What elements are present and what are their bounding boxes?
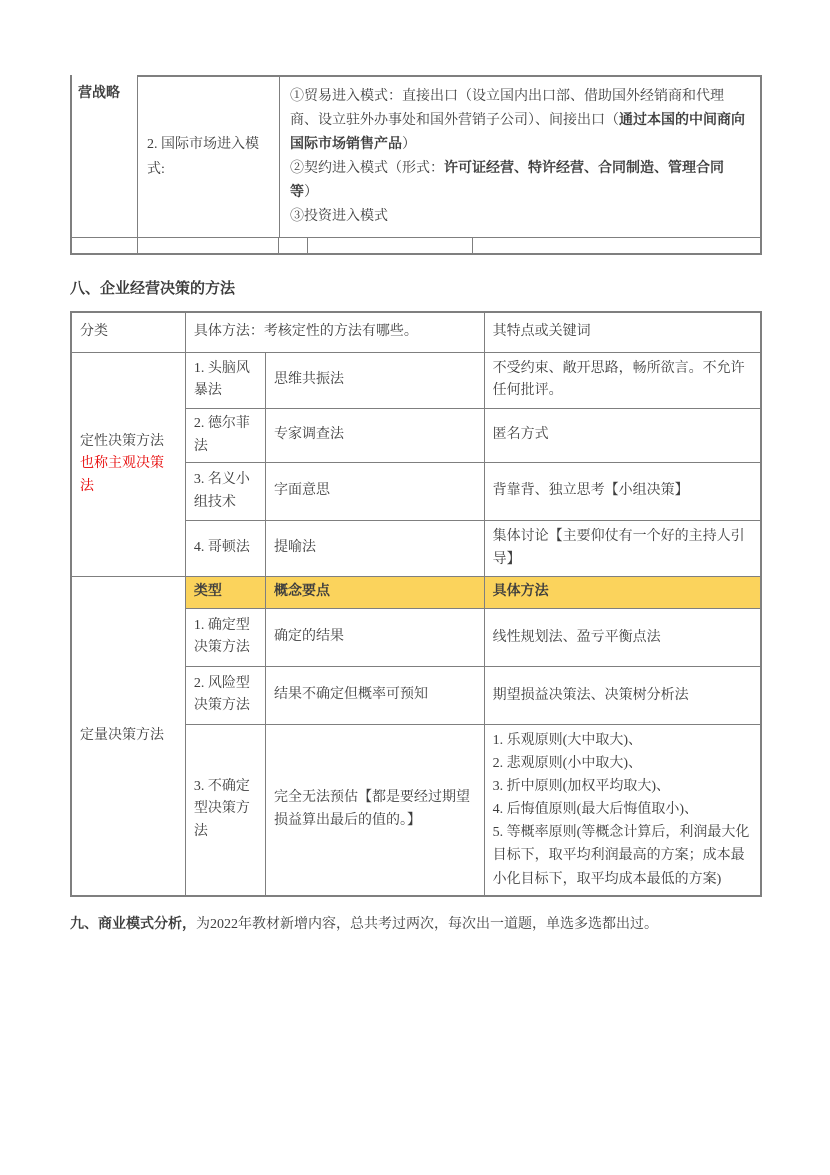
strategy-label: 营战略 — [78, 86, 120, 101]
method-name: 3. 名义小组技术 — [185, 463, 265, 521]
method-list: 期望损益决策法、决策树分析法 — [484, 666, 761, 724]
method-feature: 不受约束、敞开思路，畅所欲言。不允许任何批评。 — [484, 352, 761, 408]
qualitative-alias-red-text: 也称主观决策法 — [80, 456, 164, 494]
empty-cell — [308, 238, 473, 253]
method-desc: 字面意思 — [266, 463, 485, 521]
entry-mode-item-contract: ②契约进入模式（形式：许可证经营、特许经营、合同制造、管理合同等） — [290, 161, 724, 201]
empty-table-row — [72, 237, 760, 253]
method-name: 2. 风险型决策方法 — [185, 666, 265, 724]
method-desc: 思维共振法 — [266, 352, 485, 408]
entry-mode-content-cell — [280, 75, 760, 237]
section-heading-8: 八、企业经营决策的方法 — [70, 281, 236, 298]
method-list: 1. 乐观原则(大中取大)、 2. 悲观原则(小中取大)、 3. 折中原则(加权平均取大)、 4. 后悔值原则(最大后悔值取小)、 5. 等概率原则(等概念计算后，利润最大化目标下，取平均利润最高的方案；成本最小化目标下，取平均成本最低的方案) — [484, 724, 761, 895]
method-name: 1. 头脑风暴法 — [185, 352, 265, 408]
entry-mode-item-investment: ③投资进入模式 — [290, 209, 388, 225]
table-row-brainstorm — [71, 352, 761, 408]
method-name: 4. 哥顿法 — [185, 521, 265, 577]
header-features: 其特点或关键词 — [484, 312, 761, 352]
quantitative-category-cell: 定量决策方法 — [71, 577, 185, 896]
marketing-strategy-table-fragment — [70, 75, 762, 255]
entry-mode-title: 2. 国际市场进入模式: — [147, 137, 259, 178]
empty-cell — [72, 238, 138, 253]
method-desc: 提喻法 — [266, 521, 485, 577]
method-concept: 确定的结果 — [266, 608, 485, 666]
empty-cell — [279, 238, 308, 253]
method-feature: 集体讨论【主要仰仗有一个好的主持人引导】 — [484, 521, 761, 577]
empty-cell — [138, 238, 279, 253]
method-feature: 背靠背、独立思考【小组决策】 — [484, 463, 761, 521]
entry-mode-title-cell — [138, 75, 280, 237]
empty-cell — [473, 238, 760, 253]
header-methods: 具体方法：考核定性的方法有哪些。 — [185, 312, 484, 352]
strategy-label-cell — [72, 75, 138, 237]
method-desc: 专家调查法 — [266, 408, 485, 462]
method-name: 3. 不确定型决策方法 — [185, 724, 265, 895]
table-header-row — [71, 312, 761, 352]
decision-methods-table — [70, 311, 762, 896]
qualitative-category-cell: 定性决策方法也称主观决策法 — [71, 352, 185, 576]
table-subheader-row-highlighted — [71, 577, 761, 609]
subheader-method: 具体方法 — [484, 577, 761, 609]
section-9-title: 九、商业模式分析， — [70, 916, 196, 932]
subheader-concept: 概念要点 — [266, 577, 485, 609]
table-row — [72, 75, 760, 237]
method-concept: 结果不确定但概率可预知 — [266, 666, 485, 724]
header-category: 分类 — [71, 312, 185, 352]
subheader-type: 类型 — [185, 577, 265, 609]
method-feature: 匿名方式 — [484, 408, 761, 462]
method-list: 线性规划法、盈亏平衡点法 — [484, 608, 761, 666]
entry-mode-item-trade: ①贸易进入模式：直接出口（设立国内出口部、借助国外经销商和代理商、设立驻外办事处和国外营销子公司）、间接出口（通过本国的中间商向国际市场销售产品） — [290, 89, 745, 153]
method-concept: 完全无法预估【都是要经过期望损益算出最后的值的。】 — [266, 724, 485, 895]
section-9-description: 为2022年教材新增内容，总共考过两次，每次出一道题，单选多选都出过。 — [196, 916, 658, 932]
method-name: 2. 德尔菲法 — [185, 408, 265, 462]
section-heading-9 — [70, 914, 762, 936]
method-name: 1. 确定型决策方法 — [185, 608, 265, 666]
